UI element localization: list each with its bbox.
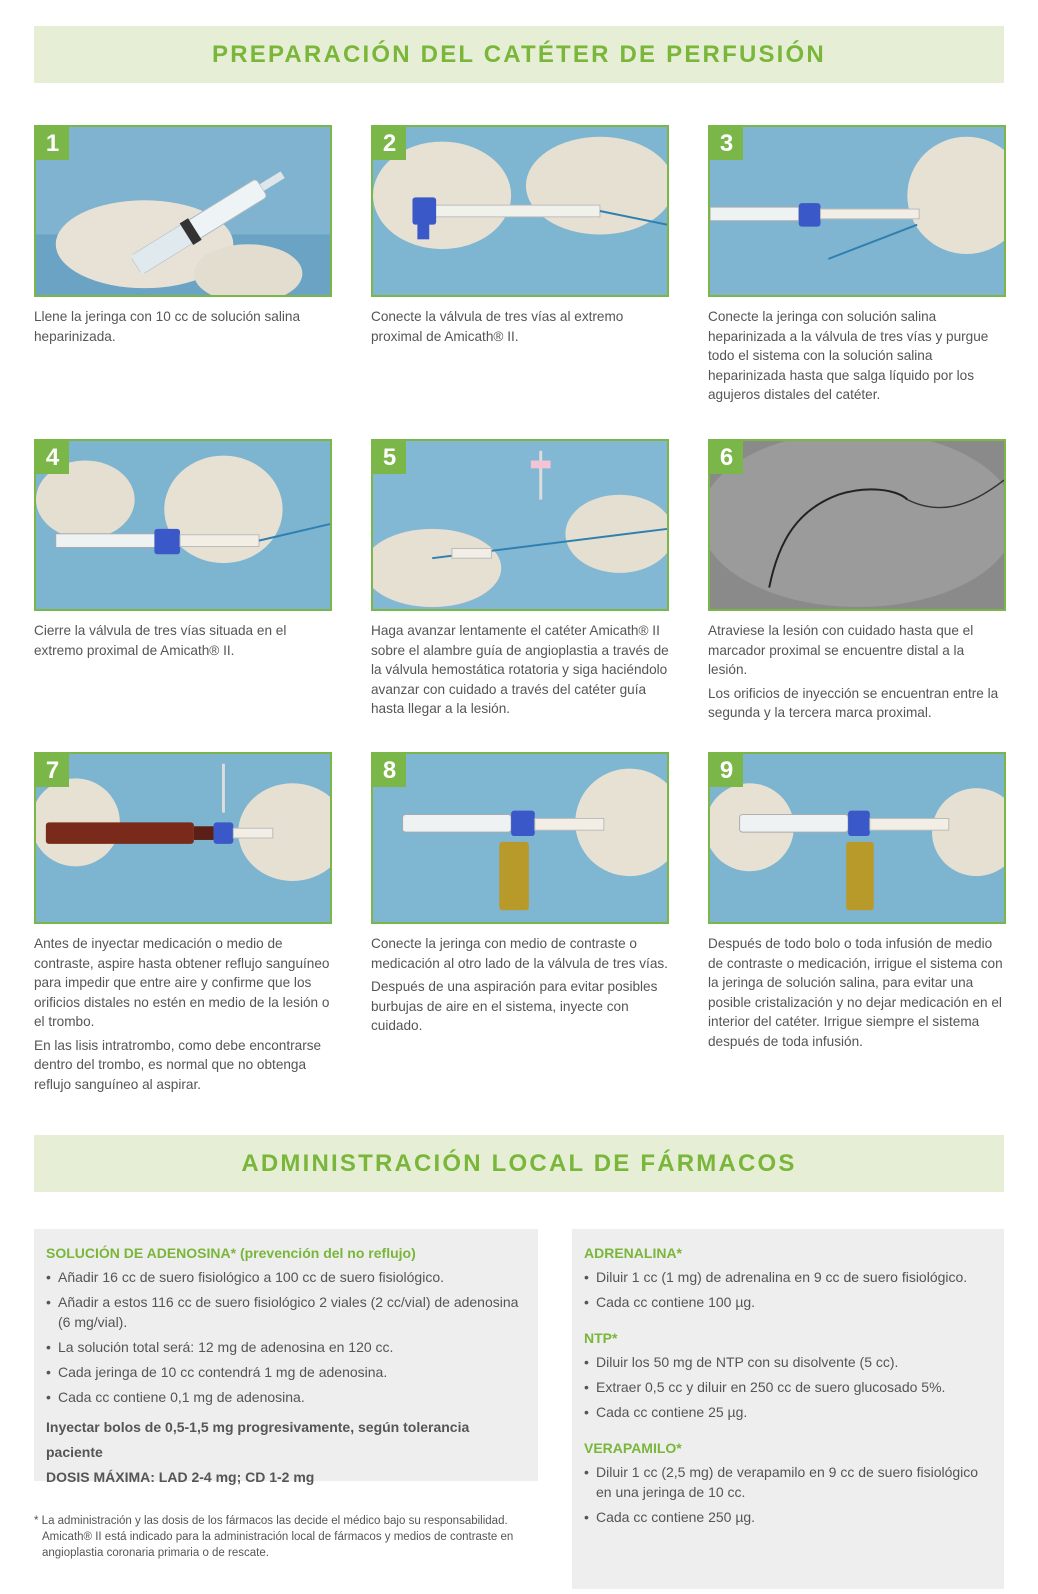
step-photo <box>708 752 1006 924</box>
step-number: 8 <box>373 754 406 787</box>
irrigate-photo <box>710 754 1004 922</box>
step-number: 4 <box>36 441 69 474</box>
step-6 <box>708 439 1006 727</box>
valve-photo <box>373 127 667 295</box>
list-item: • Cada jeringa de 10 cc contendrá 1 mg de adenosina. <box>46 1362 526 1382</box>
section-title: ADMINISTRACIÓN LOCAL DE FÁRMACOS <box>241 1149 797 1177</box>
purge-photo <box>710 127 1004 295</box>
step-description: Atraviese la lesión con cuidado hasta que el marcador proximal se encuentre distal a la lesión. Los orificios de inyección se encuentran entre la segunda y la tercera marca proximal. <box>708 623 999 720</box>
step-1 <box>34 125 332 350</box>
step-8 <box>371 752 669 1040</box>
drugs-panel <box>572 1229 1004 1589</box>
list-item: • Añadir 16 cc de suero fisiológico a 100 cc de suero fisiológico. <box>46 1267 526 1287</box>
step-photo <box>34 125 332 297</box>
step-9 <box>708 752 1006 1055</box>
step-description: Cierre la válvula de tres vías situada en el extremo proximal de Amicath® II. <box>34 623 287 658</box>
verapamilo-heading: VERAPAMILO* <box>584 1440 682 1456</box>
step-photo <box>371 439 669 611</box>
list-item: • Cada cc contiene 25 µg. <box>584 1402 992 1422</box>
step-2 <box>371 125 669 350</box>
close-valve-photo <box>36 441 330 609</box>
step-number: 5 <box>373 441 406 474</box>
syringe-photo <box>36 127 330 295</box>
list-item: • Cada cc contiene 250 µg. <box>584 1507 992 1527</box>
adenosina-heading: SOLUCIÓN DE ADENOSINA* (prevención del no reflujo) <box>46 1245 416 1261</box>
step-description: Conecte la válvula de tres vías al extremo proximal de Amicath® II. <box>371 309 624 344</box>
step-photo <box>371 125 669 297</box>
section-banner-administracion <box>34 1135 1004 1192</box>
list-item: • Cada cc contiene 0,1 mg de adenosina. <box>46 1387 526 1407</box>
step-description: Llene la jeringa con 10 cc de solución salina heparinizada. <box>34 309 301 344</box>
advance-catheter-photo <box>373 441 667 609</box>
step-number: 2 <box>373 127 406 160</box>
ntp-heading: NTP* <box>584 1330 618 1346</box>
list-item: • Añadir a estos 116 cc de suero fisiológico 2 viales (2 cc/vial) de adenosina (6 mg/vial). <box>46 1292 526 1332</box>
list-item: • Diluir los 50 mg de NTP con su disolvente (5 cc). <box>584 1352 992 1372</box>
step-number: 3 <box>710 127 743 160</box>
contrast-syringe-photo <box>373 754 667 922</box>
verapamilo-list <box>584 1462 992 1527</box>
footnote: * La administración y las dosis de los fármacos las decide el médico bajo su responsabilidad. Amicath® II está indicado para la administración local de fármacos y medios de contraste en angioplastia coronaria primaria o de rescate. <box>34 1515 514 1559</box>
aspirate-photo <box>36 754 330 922</box>
angiography-photo <box>710 441 1004 609</box>
adrenalina-heading: ADRENALINA* <box>584 1245 682 1261</box>
section-title: PREPARACIÓN DEL CATÉTER DE PERFUSIÓN <box>212 40 826 68</box>
ntp-list <box>584 1352 992 1422</box>
adenosina-bolus-note: Inyectar bolos de 0,5-1,5 mg progresivamente, según tolerancia paciente <box>46 1419 470 1460</box>
step-photo <box>34 439 332 611</box>
step-photo <box>34 752 332 924</box>
step-number: 1 <box>36 127 69 160</box>
step-description: Antes de inyectar medicación o medio de contraste, aspire hasta obtener reflujo sanguíneo para impedir que entre aire y confirme que los orificios distales no estén en medio de la lesión o el trombo. En las lisis intratrombo, como debe encontrarse dentro del trombo, es normal que no obtenga reflujo sanguíneo al aspirar. <box>34 936 330 1092</box>
step-photo <box>708 439 1006 611</box>
list-item: • La solución total será: 12 mg de adenosina en 120 cc. <box>46 1337 526 1357</box>
adenosina-list <box>46 1267 526 1407</box>
section-banner-preparacion <box>34 26 1004 83</box>
adenosina-panel <box>34 1229 538 1485</box>
list-item: • Diluir 1 cc (1 mg) de adrenalina en 9 cc de suero fisiológico. <box>584 1267 992 1287</box>
list-item: • Cada cc contiene 100 µg. <box>584 1292 992 1312</box>
step-number: 7 <box>36 754 69 787</box>
step-4 <box>34 439 332 664</box>
adrenalina-list <box>584 1267 992 1312</box>
step-5 <box>371 439 669 723</box>
step-7 <box>34 752 332 1098</box>
step-description: Conecte la jeringa con solución salina heparinizada a la válvula de tres vías y purgue todo el sistema con la solución salina heparinizada hasta que salga líquido por los agujeros distales del catéter. <box>708 309 989 402</box>
step-description: Haga avanzar lentamente el catéter Amicath® II sobre el alambre guía de angioplastia a través de la válvula hemostática rotatoria y siga haciéndolo avanzar con cuidado a través del catéter guía hasta llegar a la lesión. <box>371 623 669 716</box>
step-description: Conecte la jeringa con medio de contraste o medicación al otro lado de la válvula de tres vías. Después de una aspiración para evitar posibles burbujas de aire en el sistema, inyecte con cuidado. <box>371 936 668 1033</box>
step-photo <box>371 752 669 924</box>
step-description: Después de todo bolo o toda infusión de medio de contraste o medicación, irrigue el sistema con la jeringa de solución salina, para evitar una posible cristalización y no dejar medicación en el interior del catéter. Irrigue siempre el sistema después de toda infusión. <box>708 936 1003 1049</box>
step-3 <box>708 125 1006 409</box>
adenosina-max-dose: DOSIS MÁXIMA: LAD 2-4 mg; CD 1-2 mg <box>46 1469 315 1485</box>
step-number: 6 <box>710 441 743 474</box>
step-number: 9 <box>710 754 743 787</box>
list-item: • Extraer 0,5 cc y diluir en 250 cc de suero glucosado 5%. <box>584 1377 992 1397</box>
list-item: • Diluir 1 cc (2,5 mg) de verapamilo en 9 cc de suero fisiológico en una jeringa de 10 cc. <box>584 1462 992 1502</box>
step-photo <box>708 125 1006 297</box>
